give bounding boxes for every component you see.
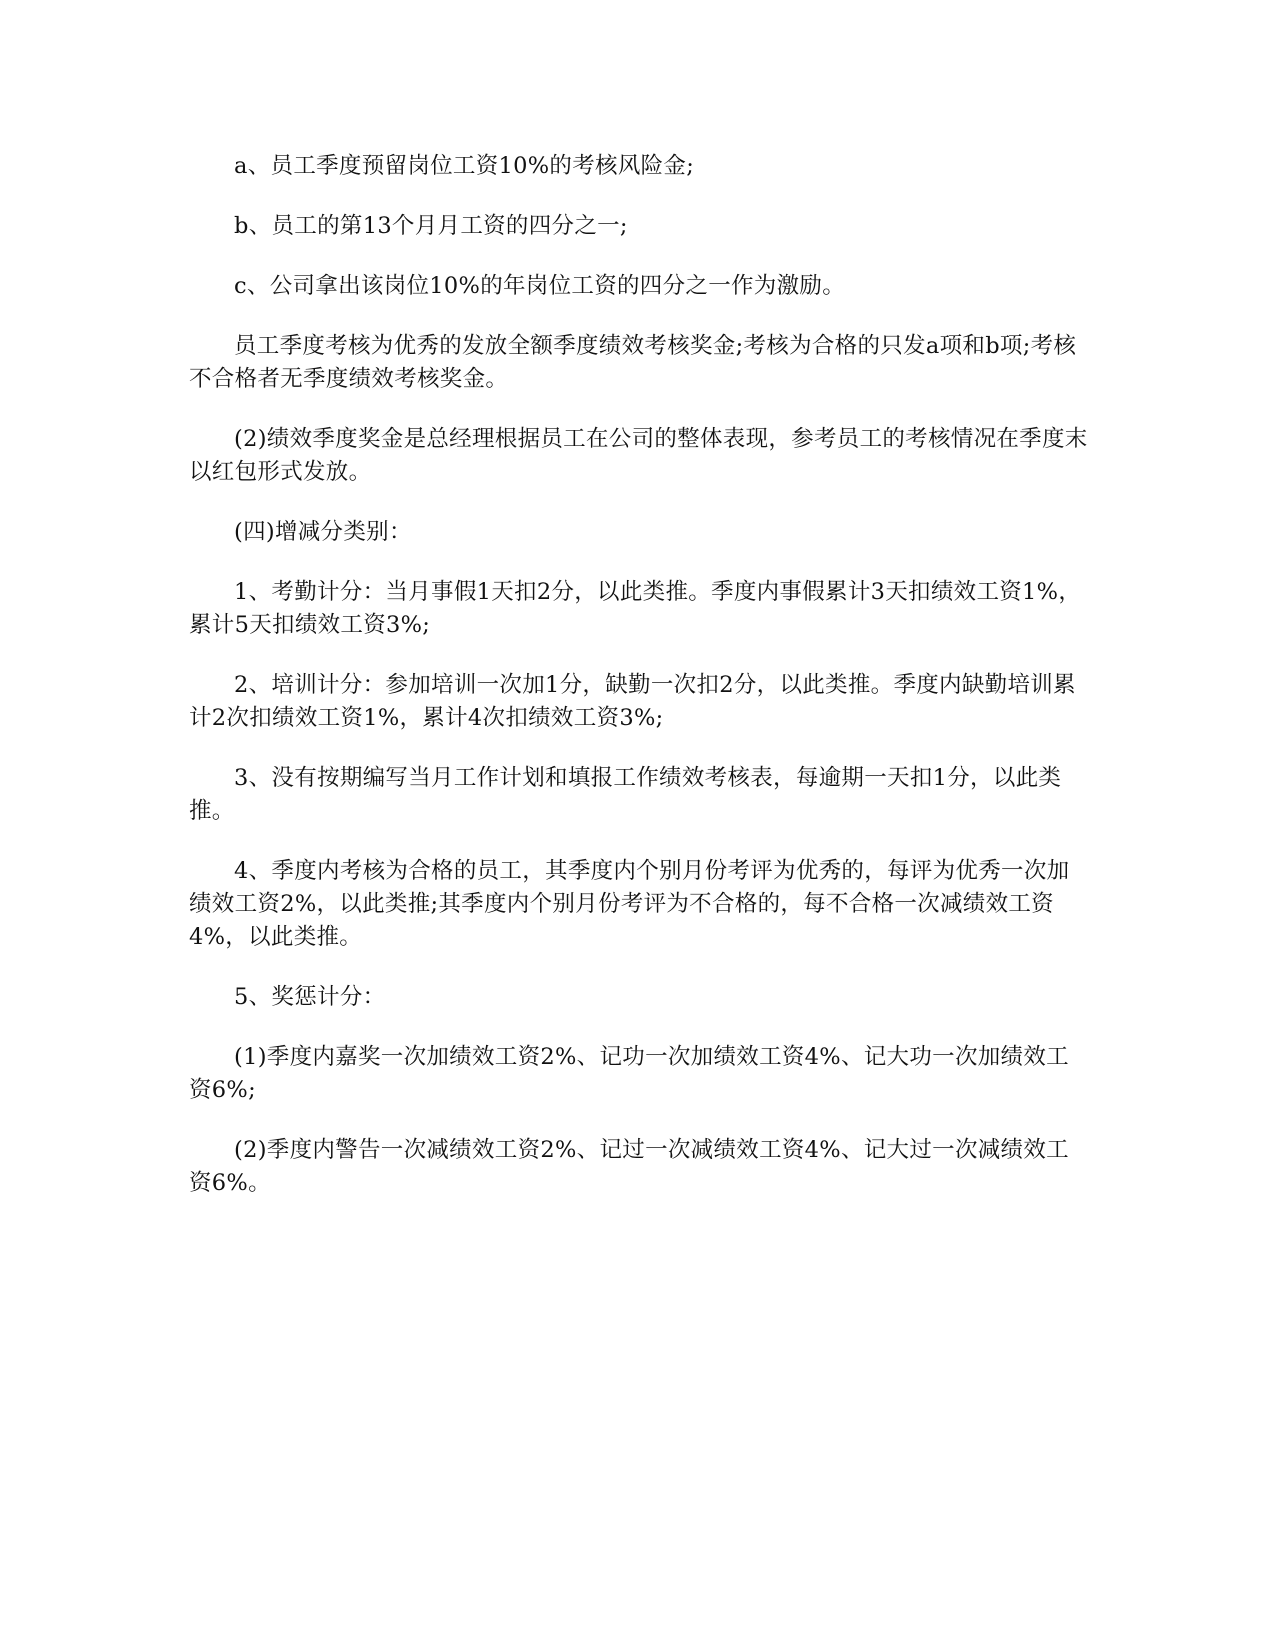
paragraph-bonus-rule: 员工季度考核为优秀的发放全额季度绩效考核奖金;考核为合格的只发a项和b项;考核不合格者无季度绩效考核奖金。 xyxy=(189,333,1077,392)
paragraph-reward-penalty-heading: 5、奖惩计分： xyxy=(234,984,386,1010)
paragraph-penalties: (2)季度内警告一次减绩效工资2%、记过一次减绩效工资4%、记大过一次减绩效工资6%。 xyxy=(189,1137,1069,1196)
paragraph-quarterly-bonus: (2)绩效季度奖金是总经理根据员工在公司的整体表现，参考员工的考核情况在季度末以红包形式发放。 xyxy=(189,426,1088,485)
section-heading-score-categories: (四)增减分类别： xyxy=(234,519,412,545)
paragraph-c: c、公司拿出该岗位10%的年岗位工资的四分之一作为激励。 xyxy=(234,273,846,299)
paragraph-rewards: (1)季度内嘉奖一次加绩效工资2%、记功一次加绩效工资4%、记大功一次加绩效工资6%; xyxy=(189,1044,1069,1103)
paragraph-monthly-evaluation: 4、季度内考核为合格的员工，其季度内个别月份考评为优秀的，每评为优秀一次加绩效工资2%，以此类推;其季度内个别月份考评为不合格的，每不合格一次减绩效工资4%，以此类推。 xyxy=(189,858,1070,950)
document-body xyxy=(189,150,1089,1227)
paragraph-a: a、员工季度预留岗位工资10%的考核风险金; xyxy=(234,153,695,179)
paragraph-work-plan: 3、没有按期编写当月工作计划和填报工作绩效考核表，每逾期一天扣1分，以此类推。 xyxy=(189,765,1062,824)
paragraph-b: b、员工的第13个月月工资的四分之一; xyxy=(234,213,628,239)
paragraph-training: 2、培训计分：参加培训一次加1分，缺勤一次扣2分，以此类推。季度内缺勤培训累计2次扣绩效工资1%，累计4次扣绩效工资3%; xyxy=(189,672,1076,731)
paragraph-attendance: 1、考勤计分：当月事假1天扣2分，以此类推。季度内事假累计3天扣绩效工资1%，累计5天扣绩效工资3%; xyxy=(189,579,1082,638)
